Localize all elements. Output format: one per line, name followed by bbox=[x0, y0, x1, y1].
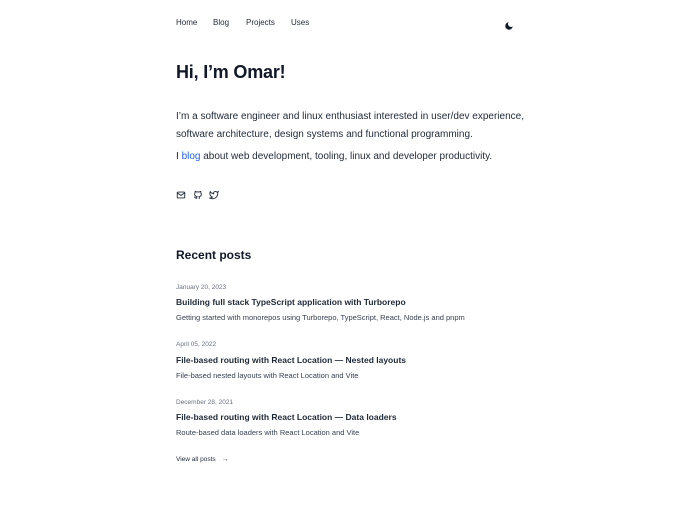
nav-home[interactable]: Home bbox=[176, 18, 198, 27]
post-title-link[interactable]: File-based routing with React Location — Data loaders bbox=[176, 412, 397, 422]
view-all-posts-link[interactable] bbox=[176, 456, 229, 463]
nav-projects[interactable]: Projects bbox=[246, 18, 275, 27]
blog-link[interactable]: blog bbox=[181, 151, 201, 162]
nav-uses[interactable]: Uses bbox=[291, 18, 310, 27]
twitter-icon[interactable] bbox=[209, 187, 219, 197]
blog-suffix: about web development, tooling, linux and developer productivity. bbox=[203, 151, 493, 162]
intro-line-1: I’m a software engineer and linux enthusiast interested in user/dev experience, bbox=[176, 111, 524, 122]
page-title: Hi, I’m Omar! bbox=[176, 62, 286, 82]
post-date: April 05, 2022 bbox=[176, 341, 217, 348]
recent-posts-title: Recent posts bbox=[176, 248, 252, 262]
post-title-link[interactable]: Building full stack TypeScript application with Turborepo bbox=[176, 297, 406, 307]
post-title-link[interactable]: File-based routing with React Location — Nested layouts bbox=[176, 355, 407, 365]
blog-prefix: I bbox=[176, 151, 179, 162]
moon-icon[interactable] bbox=[504, 18, 514, 28]
mail-icon[interactable] bbox=[176, 187, 186, 197]
intro-line-3 bbox=[176, 150, 492, 164]
post-date: December 28, 2021 bbox=[176, 399, 234, 406]
github-icon[interactable] bbox=[193, 187, 203, 197]
intro-line-2: software architecture, design systems and functional programming. bbox=[176, 129, 473, 140]
post-description: File-based nested layouts with React Location and Vite bbox=[176, 371, 359, 380]
post-date: January 20, 2023 bbox=[176, 284, 227, 291]
main-nav bbox=[176, 17, 514, 31]
post-description: Route-based data loaders with React Location and Vite bbox=[176, 428, 360, 437]
view-all-label: View all posts bbox=[176, 456, 216, 463]
post-description: Getting started with monorepos using Turborepo, TypeScript, React, Node.js and pnpm bbox=[176, 313, 465, 322]
arrow-right-icon: → bbox=[221, 456, 229, 463]
nav-blog[interactable]: Blog bbox=[213, 18, 230, 27]
